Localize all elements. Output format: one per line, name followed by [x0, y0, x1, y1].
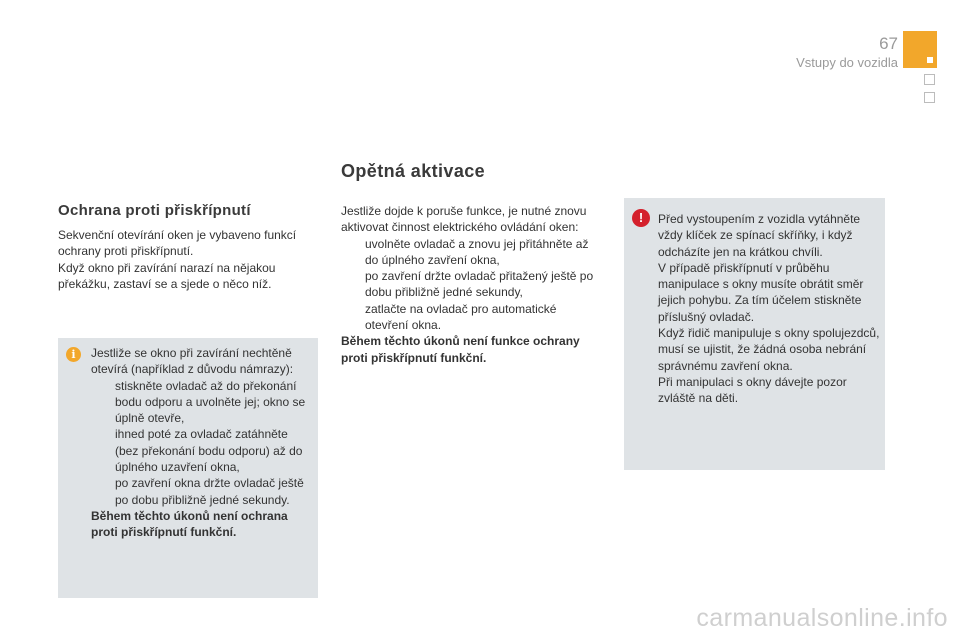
section-heading-reactivation: Opětná aktivace: [341, 161, 486, 181]
info-list: [91, 378, 313, 508]
list-item: po zavření držte ovladač přitažený ještě po dobu přibližně jedné sekundy,: [365, 269, 594, 300]
warning-box: [624, 198, 885, 470]
info-lead: Jestliže se okno při zavírání nechtěně otevírá (například z důvodu námrazy):: [91, 346, 294, 377]
page-number: 67: [879, 34, 898, 53]
warning-paragraph: Když řidič manipuluje s okny spolujezdců, musí se ujistit, že žádná osoba nebrání správnému zavření okna.: [658, 326, 880, 373]
watermark: carmanualsonline.info: [696, 604, 948, 632]
warning-paragraph: Před vystoupením z vozidla vytáhněte vždy klíček ze spínací skříňky, i když odcházíte jen na krátkou chvíli.: [658, 212, 861, 259]
warning-paragraph: Při manipulaci s okny dávejte pozor zvláště na děti.: [658, 374, 847, 406]
warning-icon: !: [632, 209, 650, 227]
warning-content: [658, 211, 880, 407]
reactivation-text: [341, 203, 603, 366]
info-content: [91, 345, 313, 541]
intro-text: [58, 227, 308, 292]
info-icon: i: [66, 347, 81, 362]
chapter-tab-box-2: [924, 92, 935, 103]
chapter-title: Vstupy do vozidla: [796, 55, 898, 70]
list-item: uvolněte ovladač a znovu jej přitáhněte až do úplného zavření okna,: [365, 236, 589, 267]
info-note: Během těchto úkonů není ochrana proti přiskřípnutí funkční.: [91, 508, 288, 540]
info-box: [58, 338, 318, 598]
reactivation-note: Během těchto úkonů není funkce ochrany proti přiskřípnutí funkční.: [341, 334, 580, 365]
list-item: zatlačte na ovladač pro automatické otevření okna.: [365, 301, 557, 333]
list-item: ihned poté za ovladač zatáhněte (bez překonání bodu odporu) až do úplného uzavření okna,: [115, 427, 303, 475]
chapter-tab-dot: [927, 57, 933, 63]
warning-paragraph: V případě přiskřípnutí v průběhu manipulace s okny musíte obrátit směr jejich pohybu. Za tím účelem stiskněte příslušný ovladač.: [658, 260, 864, 324]
intro-paragraph: Když okno při zavírání narazí na nějakou překážku, zastaví se a sjede o něco níž.: [58, 260, 276, 291]
reactivation-list: [341, 236, 603, 334]
reactivation-lead: Jestliže dojde k poruše funkce, je nutné znovu aktivovat činnost elektrického ovládání oken:: [341, 204, 587, 235]
list-item: po zavření okna držte ovladač ještě po dobu přibližně jedné sekundy.: [115, 476, 304, 507]
section-heading-anti-pinch: Ochrana proti přiskřípnutí: [58, 202, 251, 219]
intro-paragraph: Sekvenční otevírání oken je vybaveno funkcí ochrany proti přiskřípnutí.: [58, 228, 297, 259]
chapter-tab-box-1: [924, 74, 935, 85]
list-item: stiskněte ovladač až do překonání bodu odporu a uvolněte jej; okno se úplně otevře,: [115, 378, 306, 426]
